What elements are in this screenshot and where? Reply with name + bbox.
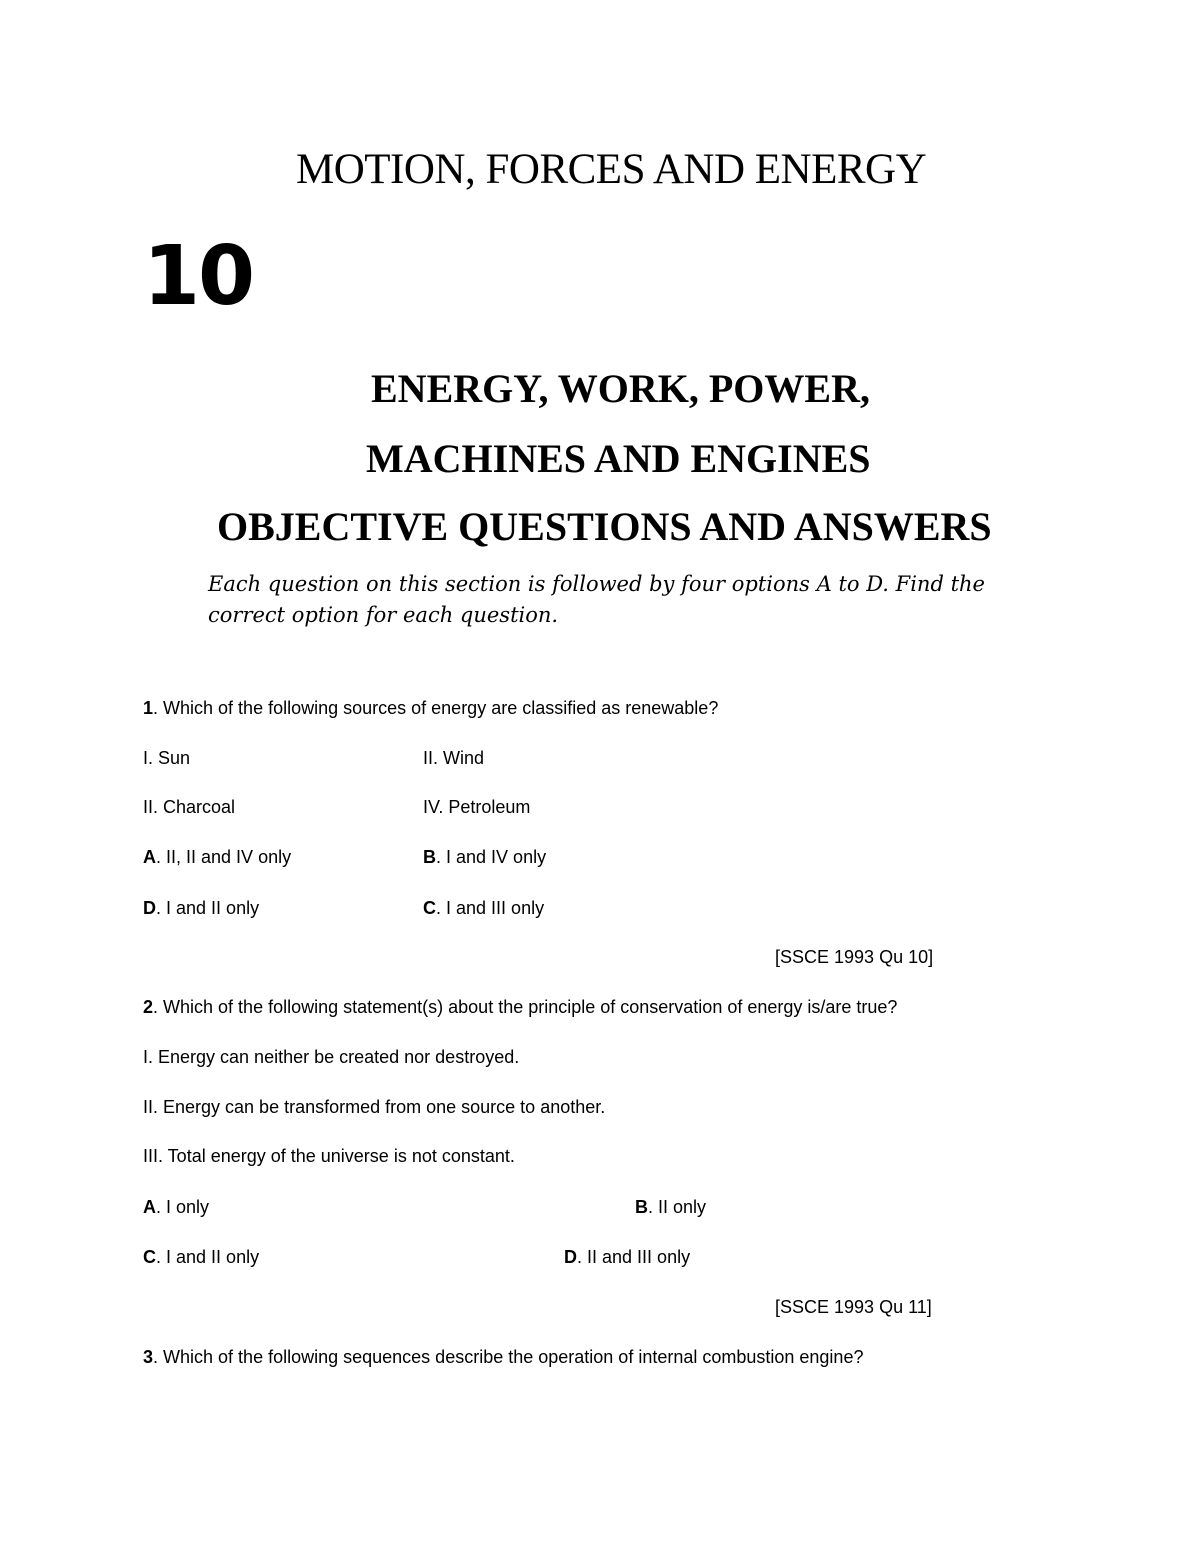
instructions: Each question on this section is followed by four options A to D. Find the correct option for each question. <box>208 572 985 627</box>
question-number: 3 <box>143 1347 154 1367</box>
heading-line-3: OBJECTIVE QUESTIONS AND ANSWERS <box>217 504 992 549</box>
question-text: Which of the following sequences describe the operation of internal combustion engine? <box>163 1347 864 1367</box>
statement: I. Energy can neither be created nor destroyed. <box>143 1047 520 1067</box>
option-letter: C <box>143 1247 156 1267</box>
option: D. I and II only <box>143 898 260 918</box>
question-1: 1. Which of the following sources of energy are classified as renewable? <box>143 698 719 718</box>
chapter-number: 10 <box>143 229 254 324</box>
statement: II. Energy can be transformed from one source to another. <box>143 1097 606 1117</box>
option-letter: D <box>143 898 156 918</box>
option-letter: D <box>564 1247 577 1267</box>
option: C. I and II only <box>143 1247 260 1267</box>
option: A. I only <box>143 1197 210 1217</box>
question-number: 1 <box>143 698 154 718</box>
statement: II. Charcoal <box>143 797 236 817</box>
option-text: I and IV only <box>446 847 547 867</box>
option-text: II and III only <box>587 1247 691 1267</box>
option-text: II, II and IV only <box>166 847 292 867</box>
question-3: 3. Which of the following sequences describe the operation of internal combustion engine? <box>143 1347 864 1367</box>
option-text: I and II only <box>166 898 260 918</box>
question-source: [SSCE 1993 Qu 11] <box>775 1297 932 1317</box>
heading-line-1: ENERGY, WORK, POWER, <box>371 366 870 411</box>
option: C. I and III only <box>423 898 545 918</box>
option: B. I and IV only <box>423 847 547 867</box>
option: A. II, II and IV only <box>143 847 292 867</box>
option-letter: A <box>143 1197 156 1217</box>
statement: I. Sun <box>143 748 191 768</box>
statement: II. Wind <box>423 748 485 768</box>
option-text: I and III only <box>446 898 545 918</box>
option-letter: C <box>423 898 436 918</box>
question-number: 2 <box>143 997 154 1017</box>
option-letter: A <box>143 847 156 867</box>
option-letter: B <box>423 847 436 867</box>
option-text: I and II only <box>166 1247 260 1267</box>
question-text: Which of the following statement(s) about the principle of conservation of energy is/are true? <box>163 997 898 1017</box>
question-source: [SSCE 1993 Qu 10] <box>775 947 934 967</box>
option-text: II only <box>658 1197 707 1217</box>
heading-line-2: MACHINES AND ENGINES <box>366 436 871 481</box>
question-2: 2. Which of the following statement(s) about the principle of conservation of energy is/are true? <box>143 997 898 1017</box>
option: D. II and III only <box>564 1247 691 1267</box>
option: B. II only <box>635 1197 707 1217</box>
option-text: I only <box>166 1197 210 1217</box>
unit-title: MOTION, FORCES AND ENERGY <box>296 146 927 193</box>
question-text: Which of the following sources of energy are classified as renewable? <box>163 698 719 718</box>
statement: IV. Petroleum <box>423 797 531 817</box>
statement: III. Total energy of the universe is not constant. <box>143 1146 515 1166</box>
option-letter: B <box>635 1197 648 1217</box>
